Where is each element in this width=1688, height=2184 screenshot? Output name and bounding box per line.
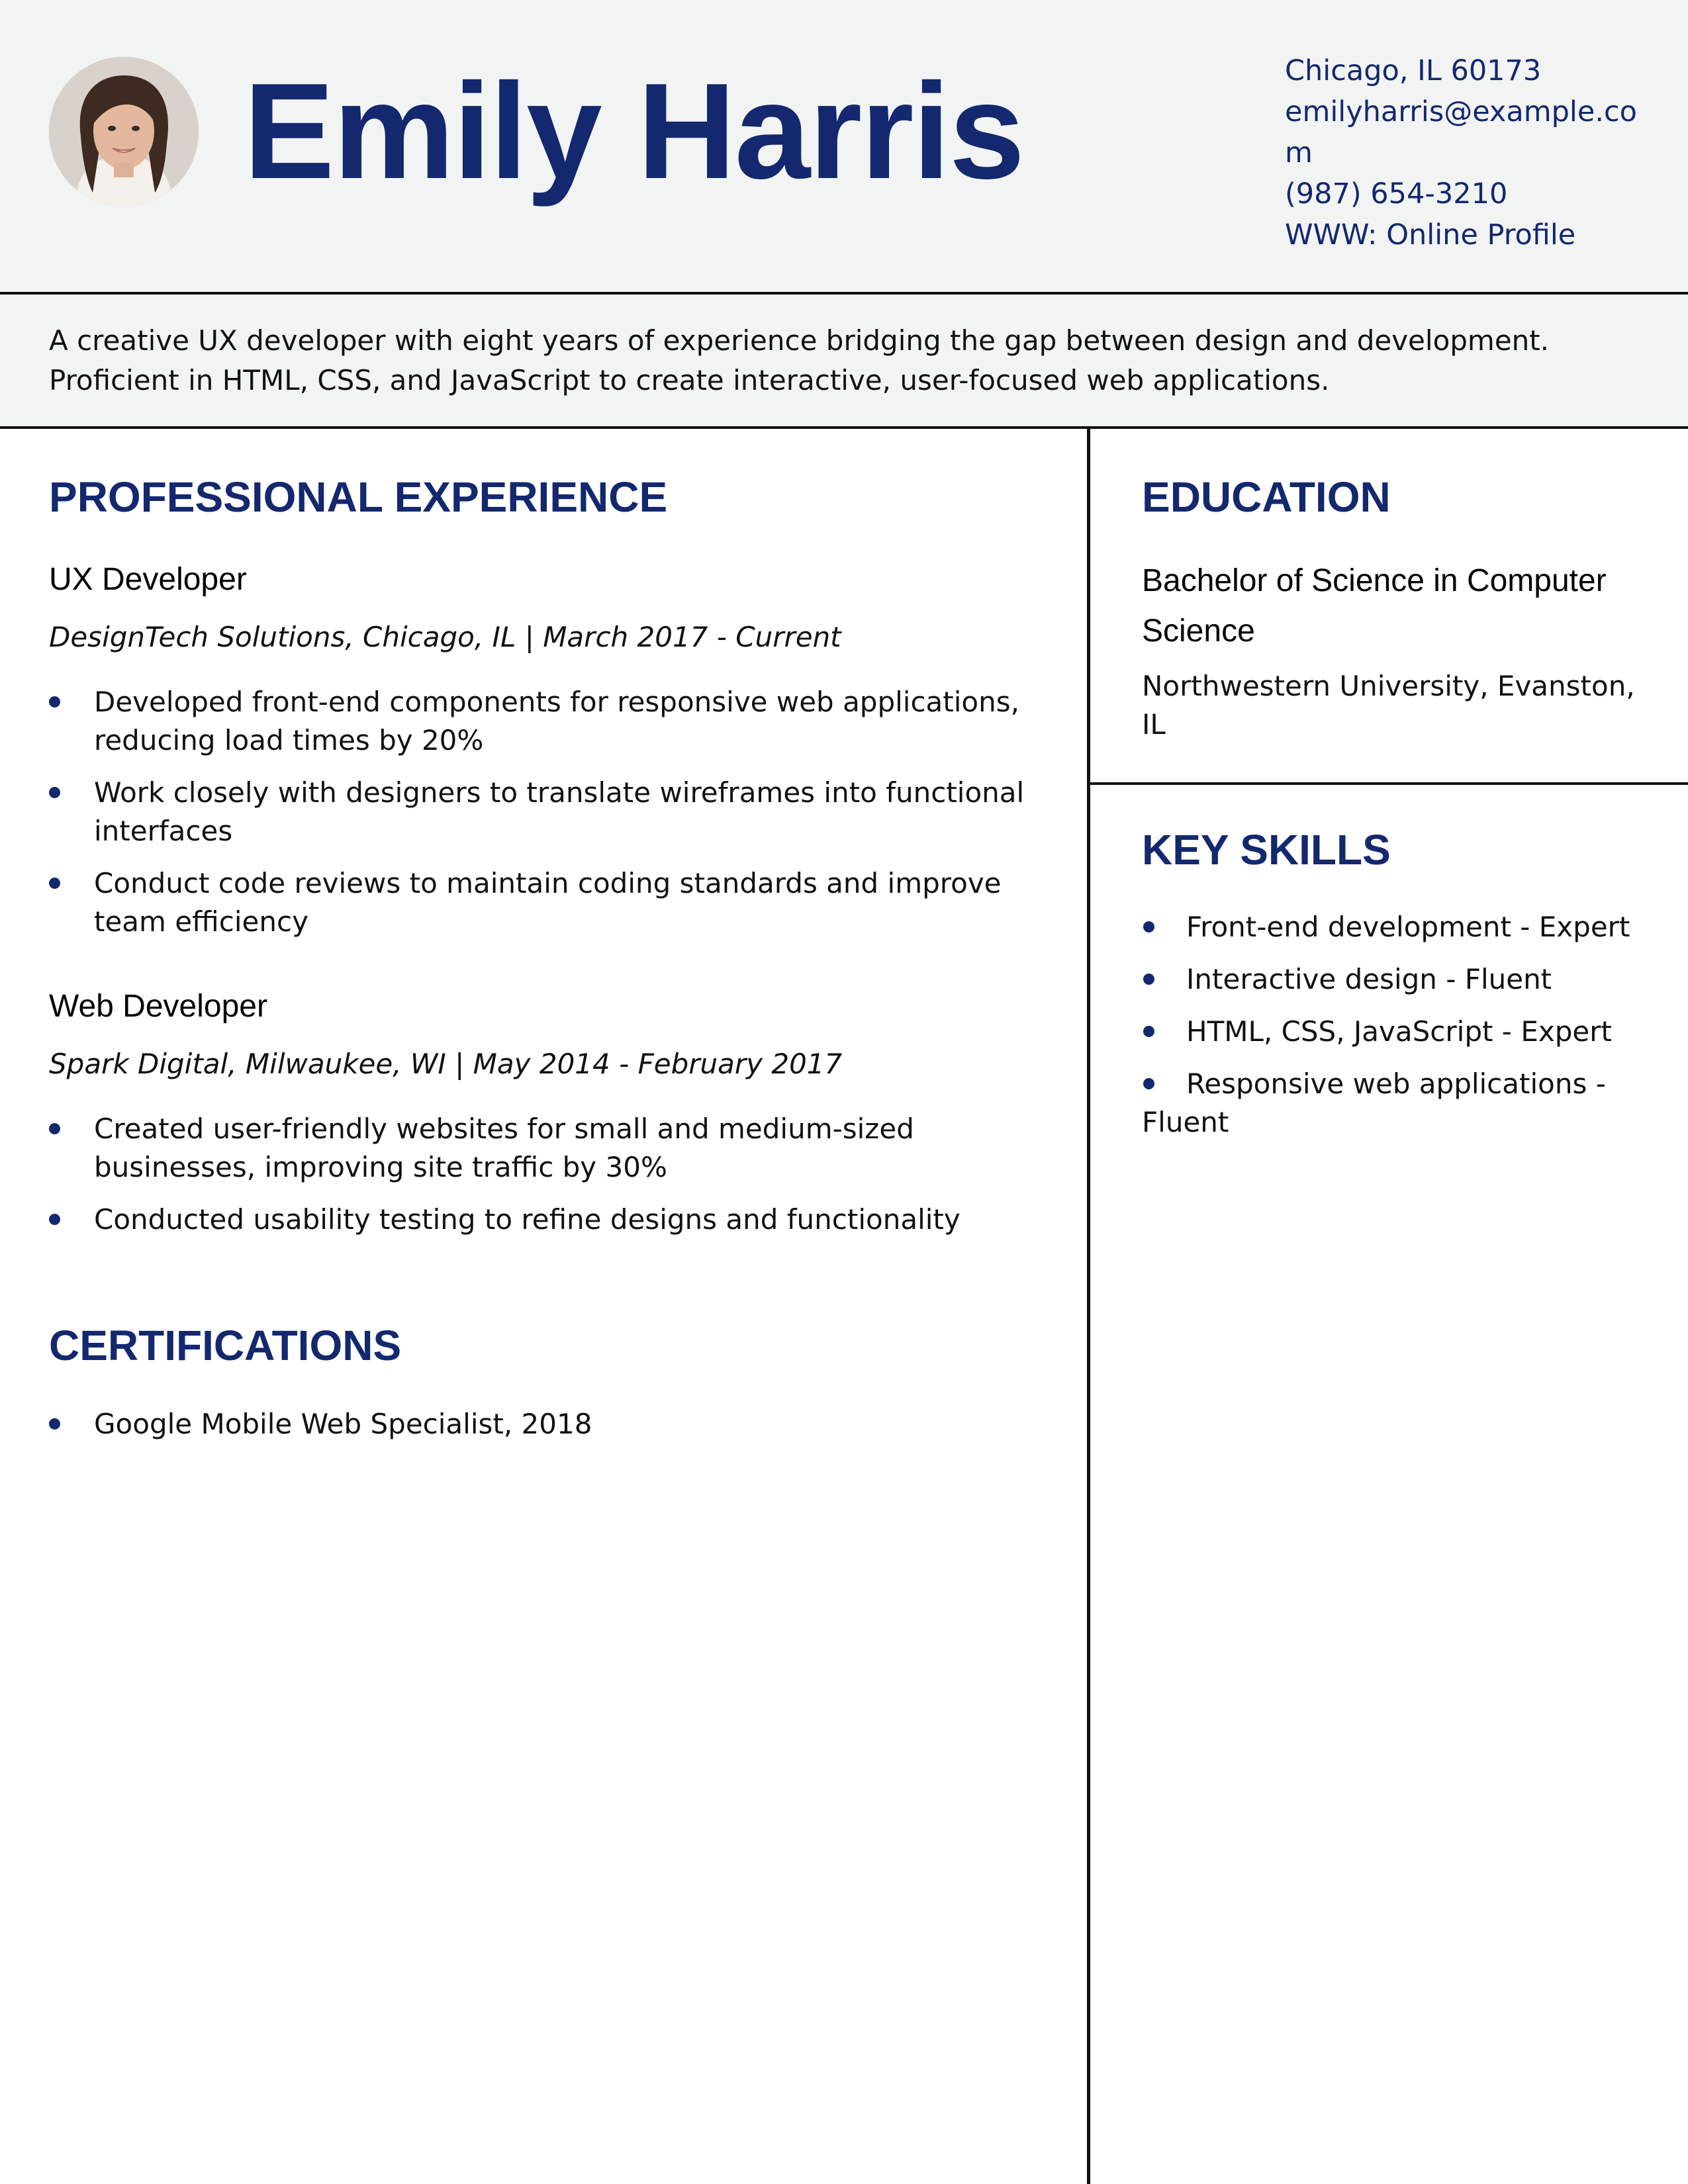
list-item: Work closely with designers to translate wireframes into functional interfaces [49,774,1042,850]
skills-list [1142,908,1665,1156]
candidate-name: Emily Harris [244,55,1024,207]
list-item [1142,1013,1665,1051]
list-item [1142,908,1665,946]
list-item [1142,960,1665,999]
bullet-icon [1143,1078,1154,1089]
skills-heading: KEY SKILLS [1142,826,1391,874]
job-bullets [49,1110,1042,1239]
bullet-icon [1143,921,1154,933]
list-item: Google Mobile Web Specialist, 2018 [49,1405,1042,1443]
job-meta: Spark Digital, Milwaukee, WI | May 2014 - February 2017 [49,1048,843,1080]
avatar [49,57,199,206]
bullet-icon [1143,974,1154,985]
skill-label: Front-end development - Expert [1186,911,1630,943]
job-bullets [49,683,1042,941]
list-item: Developed front-end components for responsive web applications, reducing load times by 20% [49,683,1042,760]
list-item [1142,1065,1665,1142]
education-heading: EDUCATION [1142,473,1391,521]
summary-text: A creative UX developer with eight years of experience bridging the gap between design and development. Proficient in HTML, CSS, and JavaScript to create interactive, user-focused web applications. [49,324,1550,396]
contact-email[interactable]: emilyharris@example.co m [1285,95,1637,169]
education-school: Northwestern University, Evanston, IL [1142,670,1635,741]
column-divider [1087,429,1090,2184]
profile-photo [49,57,199,206]
education-degree: Bachelor of Science in Computer Science [1142,563,1607,649]
job-meta: DesignTech Solutions, Chicago, IL | March 2017 - Current [49,621,841,653]
experience-heading: PROFESSIONAL EXPERIENCE [49,473,668,521]
skill-label: Interactive design - Fluent [1186,963,1552,995]
header-band [0,0,1688,295]
certifications-heading: CERTIFICATIONS [49,1322,402,1369]
contact-website-link[interactable]: WWW: Online Profile [1285,218,1576,251]
contact-address: Chicago, IL 60173 [1285,54,1542,87]
contact-phone: (987) 654-3210 [1285,177,1508,210]
bullet-icon [1143,1026,1154,1037]
list-item: Conduct code reviews to maintain coding standards and improve team efficiency [49,864,1042,941]
certifications-list [49,1405,1042,1443]
job-title: Web Developer [49,989,267,1024]
list-item: Conducted usability testing to refine designs and functionality [49,1201,1042,1239]
summary-band [0,295,1688,429]
job-title: UX Developer [49,562,247,597]
list-item: Created user-friendly websites for small and medium-sized businesses, improving site traffic by 30% [49,1110,1042,1187]
education-skills-divider [1090,782,1688,785]
contact-block [1285,50,1642,255]
skill-label: Responsive web applications - Fluent [1142,1068,1606,1138]
skill-label: HTML, CSS, JavaScript - Expert [1186,1015,1612,1048]
